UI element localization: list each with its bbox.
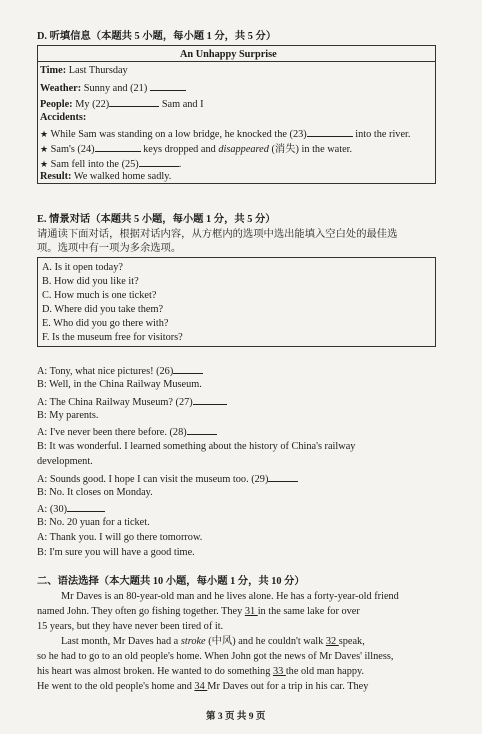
dialogue-line: B: Well, in the China Railway Museum. (37, 379, 202, 390)
option-f: F. Is the museum free for visitors? (42, 332, 183, 343)
dialogue-line: B: I'm sure you will have a good time. (37, 547, 195, 558)
option-e: E. Who did you go there with? (42, 318, 169, 329)
table-divider (37, 61, 436, 62)
time-row: Time: Last Thursday (40, 65, 128, 76)
weather-row: Weather: Sunny and (21) (40, 80, 186, 95)
dialogue-line: development. (37, 456, 93, 467)
dialogue-line: A: Sounds good. I hope I can visit the museum too. (29) (37, 471, 298, 486)
passage-line: named John. They often go fishing together. They 31 in the same lake for over (37, 606, 360, 617)
dialogue-line: A: (30) (37, 501, 105, 516)
section-d-heading: D. 听填信息（本题共 5 小题，每小题 1 分，共 5 分） (37, 31, 277, 42)
dialogue-line: A: Thank you. I will go there tomorrow. (37, 532, 203, 543)
dialogue-line: B: No. It closes on Monday. (37, 487, 153, 498)
dialogue-line: B: No. 20 yuan for a ticket. (37, 517, 150, 528)
accidents-label: Accidents: (40, 112, 87, 123)
passage-line: 15 years, but they have never been tired of it. (37, 621, 224, 632)
dialogue-line: A: I've never been there before. (28) (37, 424, 217, 439)
passage-line: Last month, Mr Daves had a stroke (中风) and he couldn't walk 32 speak, (61, 636, 365, 647)
passage-line: his heart was almost broken. He wanted to do something 33 the old man happy. (37, 666, 365, 677)
result-row: Result: We walked home sadly. (40, 171, 172, 182)
page-number: 第 3 页 共 9 页 (206, 712, 266, 722)
dialogue-line: A: The China Railway Museum? (27) (37, 394, 227, 409)
section-e-instruction-2: 项。选项中有一项为多余选项。 (37, 243, 182, 254)
dialogue-line: B: My parents. (37, 410, 99, 421)
dialogue-line: A: Tony, what nice pictures! (26) (37, 363, 203, 378)
section-e-instruction-1: 请通读下面对话，根据对话内容，从方框内的选项中选出能填入空白处的最佳选 (37, 229, 398, 240)
option-c: C. How much is one ticket? (42, 290, 157, 301)
passage-line: so he had to go to an old people's home. When John got the news of Mr Daves' illness, (37, 651, 394, 662)
accident-2: ★ Sam's (24) keys dropped and disappeared (消失) in the water. (40, 141, 352, 157)
grammar-section-heading: 二、语法选择（本大题共 10 小题，每小题 1 分，共 10 分） (37, 576, 305, 587)
accident-3: ★ Sam fell into the (25) . (40, 156, 181, 172)
option-d: D. Where did you take them? (42, 304, 164, 315)
option-b: B. How did you like it? (42, 276, 139, 287)
table-title: An Unhappy Surprise (180, 49, 277, 60)
dialogue-line: B: It was wonderful. I learned something about the history of China's railway (37, 441, 356, 452)
star-icon: ★ (40, 160, 49, 170)
accident-1: ★ While Sam was standing on a low bridge, he knocked the (23) into the river. (40, 126, 410, 142)
passage-line: Mr Daves is an 80-year-old man and he lives alone. He has a forty-year-old friend (61, 591, 399, 602)
passage-line: He went to the old people's home and 34 Mr Daves out for a trip in his car. They (37, 681, 369, 692)
people-row: People: My (22) Sam and I (40, 96, 204, 111)
section-e-heading: E. 情景对话（本题共 5 小题，每小题 1 分，共 5 分） (37, 214, 276, 225)
star-icon: ★ (40, 145, 49, 155)
option-a: A. Is it open today? (42, 262, 123, 273)
star-icon: ★ (40, 130, 49, 140)
